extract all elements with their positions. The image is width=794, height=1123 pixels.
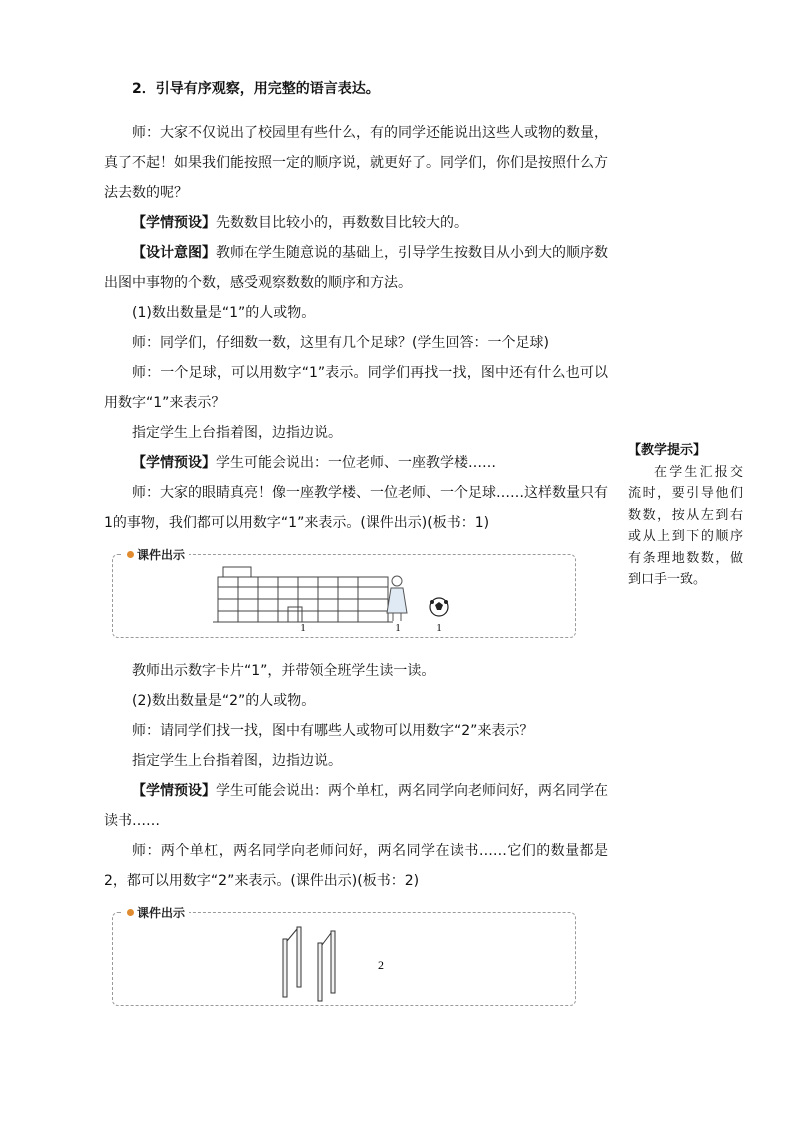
paragraph-question-ball: 师：同学们，仔细数一数，这里有几个足球？(学生回答：一个足球): [132, 335, 549, 351]
paragraph-number-one: 师：一个足球，可以用数字“1”表示。同学们再找一找，图中还有什么也可以用数字“1”来表示？: [104, 365, 608, 411]
card-label: [123, 904, 189, 921]
label-dot-icon: [127, 909, 134, 916]
paragraph-teacher-intro: 师：大家不仅说出了校园里有些什么，有的同学还能说出这些人或物的数量，真了不起！如果我们能按照一定的顺序说，就更好了。同学们，你们是按照什么方法去数的呢？: [104, 125, 608, 201]
card-label-text: 课件出示: [137, 548, 186, 562]
tag-text: 先数数目比较小的，再数数目比较大的。: [216, 215, 468, 231]
tag-label: 【学情预设】: [132, 455, 216, 471]
label-dot-icon: [127, 551, 134, 558]
teaching-tip: [628, 440, 743, 591]
paragraph-design-intent: [104, 238, 608, 298]
card-label-text: 课件出示: [137, 906, 186, 920]
tag-label: 【学情预设】: [132, 215, 216, 231]
tag-text: 教师在学生随意说的基础上，引导学生按数目从小到大的顺序数出图中事物的个数，感受观察数数的顺序和方法。: [104, 245, 608, 291]
courseware-illustration-1: [113, 555, 575, 637]
soccer-ball-icon: [430, 598, 448, 616]
paragraph-prediction-2: [104, 448, 608, 478]
lesson-content: [104, 60, 608, 1024]
teaching-tip-text: 在学生汇报交流时，要引导他们数数，按从左到右或从上到下的顺序有条理地数数，做到口手一致。: [628, 464, 743, 587]
horizontal-bar-icon: [283, 927, 335, 1001]
number-label-building: 1: [300, 622, 306, 634]
paragraph-question-two: 师：请同学们找一找，图中有哪些人或物可以用数字“2”来表示？: [132, 723, 534, 739]
tag-text: 学生可能会说出：两个单杠，两名同学向老师问好，两名同学在读书……: [104, 783, 608, 829]
paragraph-point-2: 指定学生上台指着图，边指边说。: [132, 753, 342, 769]
tag-label: 【学情预设】: [132, 783, 216, 799]
paragraph-number-two: 师：两个单杠，两名同学向老师问好，两名同学在读书……它们的数量都是2，都可以用数字“2”来表示。(课件出示)(板书：2): [104, 843, 608, 889]
paragraph-step-2: (2)数出数量是“2”的人或物。: [132, 693, 316, 709]
paragraph-step-1: (1)数出数量是“1”的人或物。: [132, 305, 316, 321]
paragraph-prediction-1: [104, 208, 608, 238]
courseware-card-1: [112, 548, 576, 638]
tag-text: 学生可能会说出：一位老师、一座教学楼……: [216, 455, 496, 471]
paragraph-point: 指定学生上台指着图，边指边说。: [132, 425, 342, 441]
courseware-card-2: [112, 906, 576, 1006]
teaching-tip-title: 【教学提示】: [628, 443, 707, 458]
courseware-illustration-2: [113, 913, 575, 1005]
tag-label: 【设计意图】: [132, 245, 216, 261]
section-heading: 2．引导有序观察，用完整的语言表达。: [132, 81, 380, 97]
number-label-teacher: 1: [395, 622, 401, 634]
paragraph-digit-card: 教师出示数字卡片“1”，并带领全班学生读一读。: [132, 663, 436, 679]
number-label-bars: 2: [378, 958, 384, 972]
card-label: [123, 546, 189, 563]
teacher-figure-icon: [387, 576, 407, 621]
number-label-ball: 1: [436, 622, 442, 634]
paragraph-praise: 师：大家的眼睛真亮！像一座教学楼、一位老师、一个足球……这样数量只有1的事物，我们都可以用数字“1”来表示。(课件出示)(板书：1): [104, 485, 608, 531]
school-building-icon: [213, 567, 393, 622]
paragraph-prediction-3: [104, 776, 608, 836]
